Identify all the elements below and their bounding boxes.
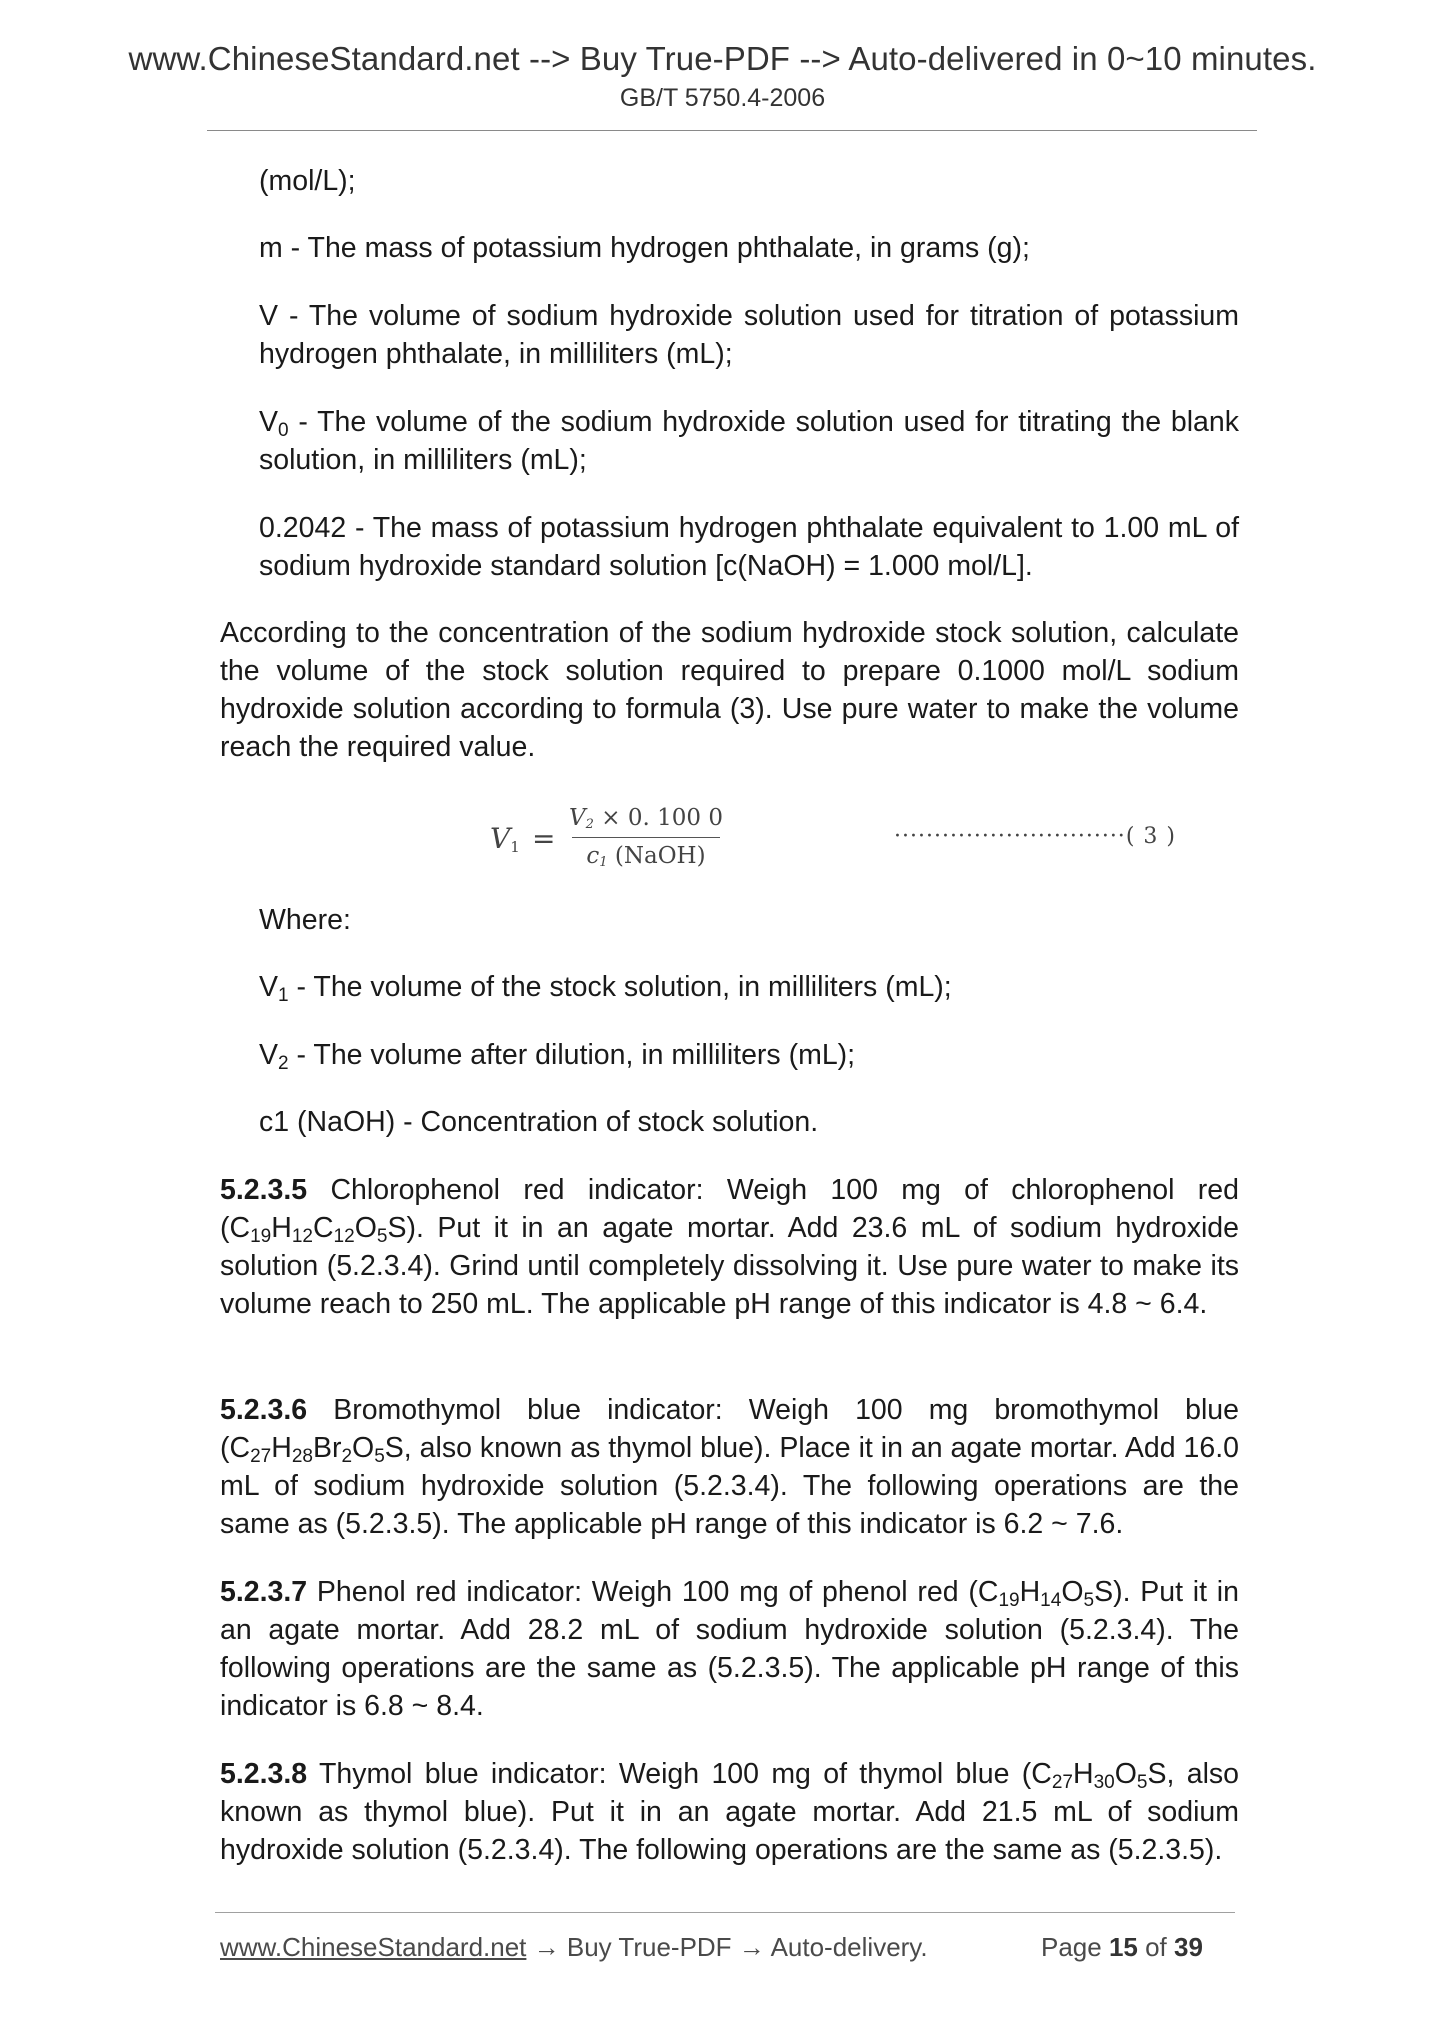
v1-text: - The volume of the stock solution, in milliliters (mL); (288, 971, 952, 1003)
formula-subscript: 5 (1136, 1772, 1148, 1793)
formula-element: O (1114, 1758, 1137, 1790)
formula-leader-and-label (894, 824, 1176, 849)
where-label: Where: (259, 904, 351, 936)
section-text: S). Put it in an agate mortar. Add 23.6 mL of sodium hydroxide solution (5.2.3.4). Grind until completely dissolving it. Use pure water to make its volume reach to 250 mL. The applicable pH range of this indicator is 4.8 ~ 6.4. (220, 1212, 1239, 1320)
header-divider (207, 130, 1257, 131)
of-label: of (1137, 1932, 1175, 1962)
footer-site-link[interactable]: www.ChineseStandard.net (220, 1932, 527, 1962)
formula-element: O (1061, 1576, 1084, 1608)
section-5-2-3-7 (220, 1573, 1239, 1725)
formula-subscript: 19 (998, 1590, 1020, 1611)
formula-fraction (568, 802, 724, 871)
formula-subscript: 19 (250, 1226, 272, 1247)
page-indicator (1041, 1932, 1203, 1963)
definition-v: V - The volume of sodium hydroxide solution used for titration of potassium hydrogen phthalate, in milliliters (mL); (259, 300, 1239, 370)
footer-divider (215, 1912, 1235, 1913)
formula-subscript: 28 (291, 1446, 313, 1467)
where-v1 (259, 968, 1239, 1006)
formula-subscript: 5 (374, 1446, 385, 1467)
formula-num-rest: × 0. 100 0 (593, 805, 723, 831)
formula-equals: = (532, 822, 556, 855)
formula-element: Br (312, 1432, 342, 1464)
formula-subscript: 27 (1051, 1772, 1073, 1793)
section-text: S, also known as thymol blue). Place it in an agate mortar. Add 16.0 mL of sodium hydroxide solution (5.2.3.4). The following operations are the same as (5.2.3.5). The applicable pH range of this indicator is 6.2 ~ 7.6. (220, 1432, 1239, 1540)
formula-element: O (354, 1212, 377, 1244)
formula-subscript: 14 (1040, 1590, 1062, 1611)
section-number: 5.2.3.6 (220, 1394, 308, 1426)
formula-subscript: 12 (333, 1226, 355, 1247)
definition-v0 (259, 403, 1239, 479)
section-text: S, also known as thymol blue). Put it in an agate mortar. Add 21.5 mL of sodium hydroxide solution (5.2.3.4). The following operations are the same as (5.2.3.5). (220, 1758, 1239, 1866)
formula-den-rest: (NaOH) (607, 843, 706, 869)
v2-text: - The volume after dilution, in milliliters (mL); (288, 1039, 856, 1071)
formula-subscript: 5 (376, 1226, 388, 1247)
standard-number: GB/T 5750.4-2006 (619, 84, 826, 112)
section-text: S). Put it in an agate mortar. Add 28.2 mL of sodium hydroxide solution (5.2.3.4). The following operations are the same as (5.2.3.5). The applicable pH range of this indicator is 6.8 ~ 8.4. (220, 1576, 1239, 1722)
v2-symbol: V (259, 1039, 279, 1071)
formula-number-label: ( 3 ) (1125, 824, 1176, 849)
section-text: Phenol red indicator: Weigh 100 mg of phenol red (C (307, 1576, 999, 1608)
definition-constant: 0.2042 - The mass of potassium hydrogen phthalate equivalent to 1.00 mL of sodium hydroxide standard solution [c(NaOH) = 1.000 mol/L]. (259, 512, 1239, 582)
footer-tagline: → Buy True-PDF → Auto-delivery. (526, 1932, 928, 1962)
formula-element: H (1072, 1758, 1094, 1790)
num-var-letter: V (569, 805, 586, 831)
num-var-sub: 2 (585, 817, 594, 832)
formula-subscript: 30 (1093, 1772, 1115, 1793)
formula-subscript: 2 (341, 1446, 353, 1467)
v2-subscript: 2 (278, 1053, 289, 1074)
formula-den-var (586, 843, 607, 869)
stock-solution-paragraph: According to the concentration of the sodium hydroxide stock solution, calculate the volume of the stock solution required to prepare 0.1000 mol/L sodium hydroxide solution according to formula (3). Use pure water to make the volume reach the required value. (220, 617, 1239, 763)
definition-m: m - The mass of potassium hydrogen phthalate, in grams (g); (259, 232, 1030, 264)
formula-subscript: 12 (291, 1226, 313, 1247)
section-number: 5.2.3.5 (220, 1174, 308, 1206)
page-label: Page (1041, 1932, 1109, 1962)
header-banner: www.ChineseStandard.net --> Buy True-PDF --> Auto-delivered in 0~10 minutes. (128, 40, 1317, 77)
section-5-2-3-6 (220, 1391, 1239, 1543)
formula-element: H (271, 1432, 292, 1464)
section-5-2-3-5 (220, 1171, 1239, 1323)
formula-numerator (568, 802, 724, 835)
fraction-bar (572, 837, 720, 838)
section-text: Thymol blue indicator: Weigh 100 mg of thymol blue (C (307, 1758, 1052, 1790)
den-var-letter: c (586, 843, 600, 869)
definition-unit-continuation: (mol/L); (259, 165, 356, 197)
formula-lhs-sub: 1 (510, 838, 520, 856)
formula-3 (490, 802, 1250, 878)
den-var-sub: 1 (599, 855, 608, 870)
section-number: 5.2.3.7 (220, 1576, 308, 1608)
formula-element: H (271, 1212, 292, 1244)
formula-leader-dots: ····························· (894, 824, 1126, 849)
where-v2 (259, 1036, 1239, 1074)
v0-text: - The volume of the sodium hydroxide solution used for titrating the blank solution, in milliliters (mL); (259, 406, 1239, 476)
page-total: 39 (1174, 1932, 1203, 1962)
v1-symbol: V (259, 971, 279, 1003)
formula-subscript: 27 (250, 1446, 272, 1467)
v0-subscript: 0 (278, 420, 289, 441)
formula-lhs-var: V (490, 822, 511, 855)
v1-subscript: 1 (278, 985, 289, 1006)
formula-denominator (568, 841, 724, 871)
section-text: Bromothymol blue indicator: Weigh 100 mg bromothymol blue (C (220, 1394, 1239, 1464)
formula-element: O (352, 1432, 375, 1464)
formula-subscript: 5 (1083, 1590, 1095, 1611)
page-number: 15 (1108, 1932, 1138, 1962)
footer-left (220, 1932, 928, 1963)
section-5-2-3-8 (220, 1755, 1239, 1869)
formula-element: C (312, 1212, 334, 1244)
where-c1: c1 (NaOH) - Concentration of stock solution. (259, 1106, 819, 1138)
formula-num-var (569, 805, 594, 831)
v0-symbol: V (259, 406, 279, 438)
formula-lhs (490, 822, 520, 855)
section-text: Chlorophenol red indicator: Weigh 100 mg of chlorophenol red (C (220, 1174, 1239, 1244)
formula-element: H (1019, 1576, 1041, 1608)
section-number: 5.2.3.8 (220, 1758, 308, 1790)
